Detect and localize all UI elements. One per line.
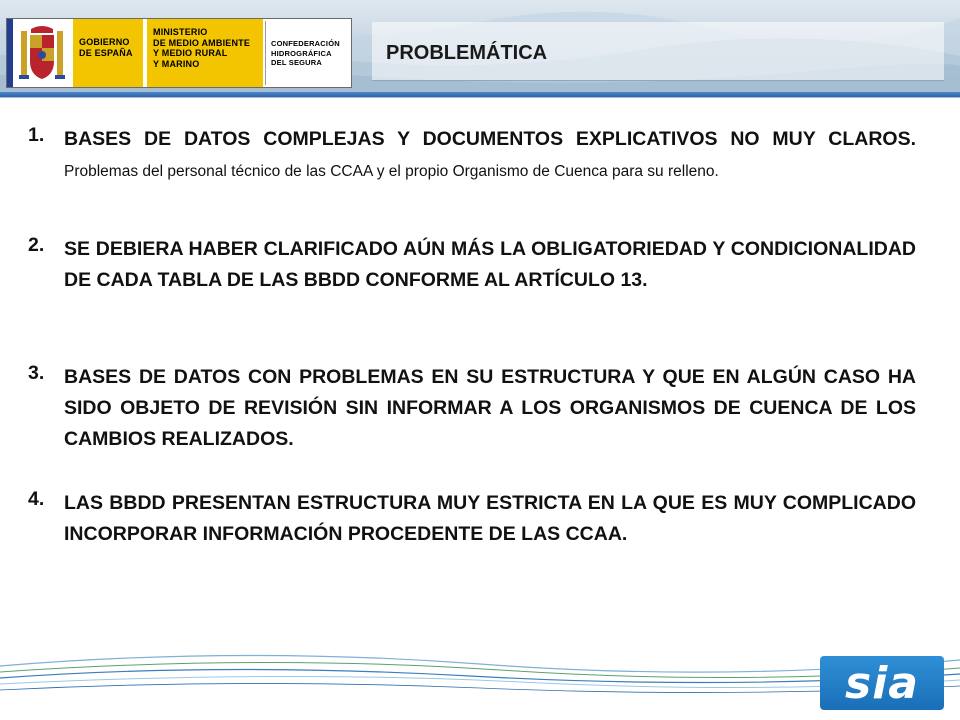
sia-logo-text: sia bbox=[845, 658, 919, 709]
item-text-normal: Problemas del personal técnico de las CCAA y el propio Organismo de Cuenca para su relleno. bbox=[64, 163, 719, 180]
item-text bbox=[64, 488, 916, 550]
item-number: 2. bbox=[28, 234, 45, 256]
item-number: 1. bbox=[28, 124, 45, 146]
coat-of-arms-icon bbox=[15, 23, 69, 83]
logo-text-gobierno: GOBIERNO DE ESPAÑA bbox=[79, 37, 133, 58]
item-text bbox=[64, 124, 916, 186]
ministry-logo bbox=[6, 18, 352, 88]
item-text bbox=[64, 362, 927, 455]
item-text-bold: LAS BBDD PRESENTAN ESTRUCTURA MUY ESTRICTA EN LA QUE ES MUY COMPLICADO INCORPORAR INFORMACIÓN PROCEDENTE DE LAS CCAA. bbox=[64, 492, 916, 545]
header-rule bbox=[0, 92, 960, 97]
title-box bbox=[372, 22, 944, 81]
slide-title: PROBLEMÁTICA bbox=[386, 42, 548, 64]
eu-flag-strip bbox=[7, 19, 13, 87]
logo-text-ministerio: MINISTERIO DE MEDIO AMBIENTE Y MEDIO RURAL Y MARINO bbox=[153, 27, 251, 69]
item-text-bold: SE DEBIERA HABER CLARIFICADO AÚN MÁS LA OBLIGATORIEDAD Y CONDICIONALIDAD DE CADA TABLA DE LAS BBDD CONFORME AL ARTÍCULO 13. bbox=[64, 238, 916, 291]
item-number: 3. bbox=[28, 362, 45, 384]
item-text bbox=[64, 234, 916, 296]
slide-header bbox=[0, 0, 960, 98]
item-text-bold: BASES DE DATOS CON PROBLEMAS EN SU ESTRUCTURA Y QUE EN ALGÚN CASO HA SIDO OBJETO DE REVISIÓN SIN INFORMAR A LOS ORGANISMOS DE CUENCA DE LOS CAMBIOS REALIZADOS. bbox=[64, 366, 927, 450]
sia-logo bbox=[820, 656, 944, 710]
item-number: 4. bbox=[28, 488, 45, 510]
footer-wave-lines bbox=[0, 640, 960, 720]
logo-divider bbox=[265, 21, 266, 85]
logo-text-confederacion: CONFEDERACIÓN HIDROGRÁFICA DEL SEGURA bbox=[271, 39, 340, 67]
item-text-bold: BASES DE DATOS COMPLEJAS Y DOCUMENTOS EXPLICATIVOS NO MUY CLAROS. bbox=[64, 128, 916, 150]
